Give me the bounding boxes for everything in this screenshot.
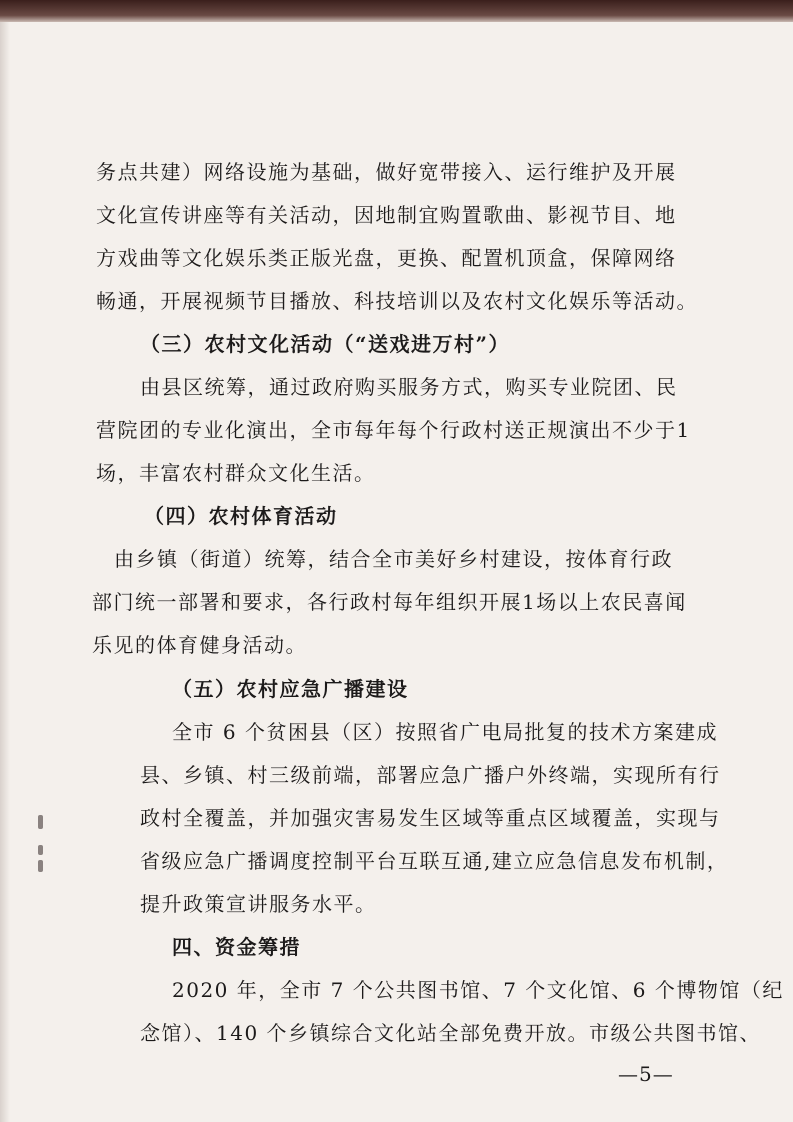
section-heading: （五）农村应急广播建设 bbox=[172, 677, 409, 701]
binding-mark bbox=[38, 815, 43, 829]
body-text-line: 场，丰富农村群众文化生活。 bbox=[96, 461, 376, 485]
body-text-line: 营院团的专业化演出，全市每年每个行政村送正规演出不少于1 bbox=[96, 418, 691, 442]
binding-mark bbox=[38, 860, 43, 872]
body-text-line: 念馆）、140 个乡镇综合文化站全部免费开放。市级公共图书馆、 bbox=[140, 1021, 762, 1045]
body-text-line: 省级应急广播调度控制平台互联互通,建立应急信息发布机制， bbox=[140, 849, 729, 873]
body-text-line: 部门统一部署和要求，各行政村每年组织开展1场以上农民喜闻 bbox=[92, 590, 687, 614]
section-heading: 四、资金筹措 bbox=[172, 935, 301, 959]
body-text-line: 县、乡镇、村三级前端，部署应急广播户外终端，实现所有行 bbox=[140, 763, 721, 787]
body-text-line: 政村全覆盖，并加强灾害易发生区域等重点区域覆盖，实现与 bbox=[140, 806, 721, 830]
section-heading: （四）农村体育活动 bbox=[144, 504, 338, 528]
body-text-line: 由乡镇（街道）统筹，结合全市美好乡村建设，按体育行政 bbox=[114, 547, 673, 571]
body-text-line: 务点共建）网络设施为基础，做好宽带接入、运行维护及开展 bbox=[96, 160, 677, 184]
section-heading: （三）农村文化活动（“送戏进万村”） bbox=[140, 332, 511, 356]
scan-top-edge bbox=[0, 0, 793, 22]
body-text-line: 畅通，开展视频节目播放、科技培训以及农村文化娱乐等活动。 bbox=[96, 289, 698, 313]
body-text-line: 提升政策宣讲服务水平。 bbox=[140, 892, 377, 916]
body-text-line: 文化宣传讲座等有关活动，因地制宜购置歌曲、影视节目、地 bbox=[96, 203, 677, 227]
body-text-line: 方戏曲等文化娱乐类正版光盘，更换、配置机顶盒，保障网络 bbox=[96, 246, 677, 270]
binding-mark bbox=[38, 845, 43, 855]
scan-left-edge bbox=[0, 22, 10, 1122]
page-number: —5— bbox=[618, 1062, 674, 1086]
body-text-line: 全市 6 个贫困县（区）按照省广电局批复的技术方案建成 bbox=[172, 720, 718, 744]
body-text-line: 2020 年，全市 7 个公共图书馆、7 个文化馆、6 个博物馆（纪 bbox=[172, 978, 784, 1002]
body-text-line: 乐见的体育健身活动。 bbox=[92, 633, 307, 657]
body-text-line: 由县区统筹，通过政府购买服务方式，购买专业院团、民 bbox=[140, 375, 678, 399]
